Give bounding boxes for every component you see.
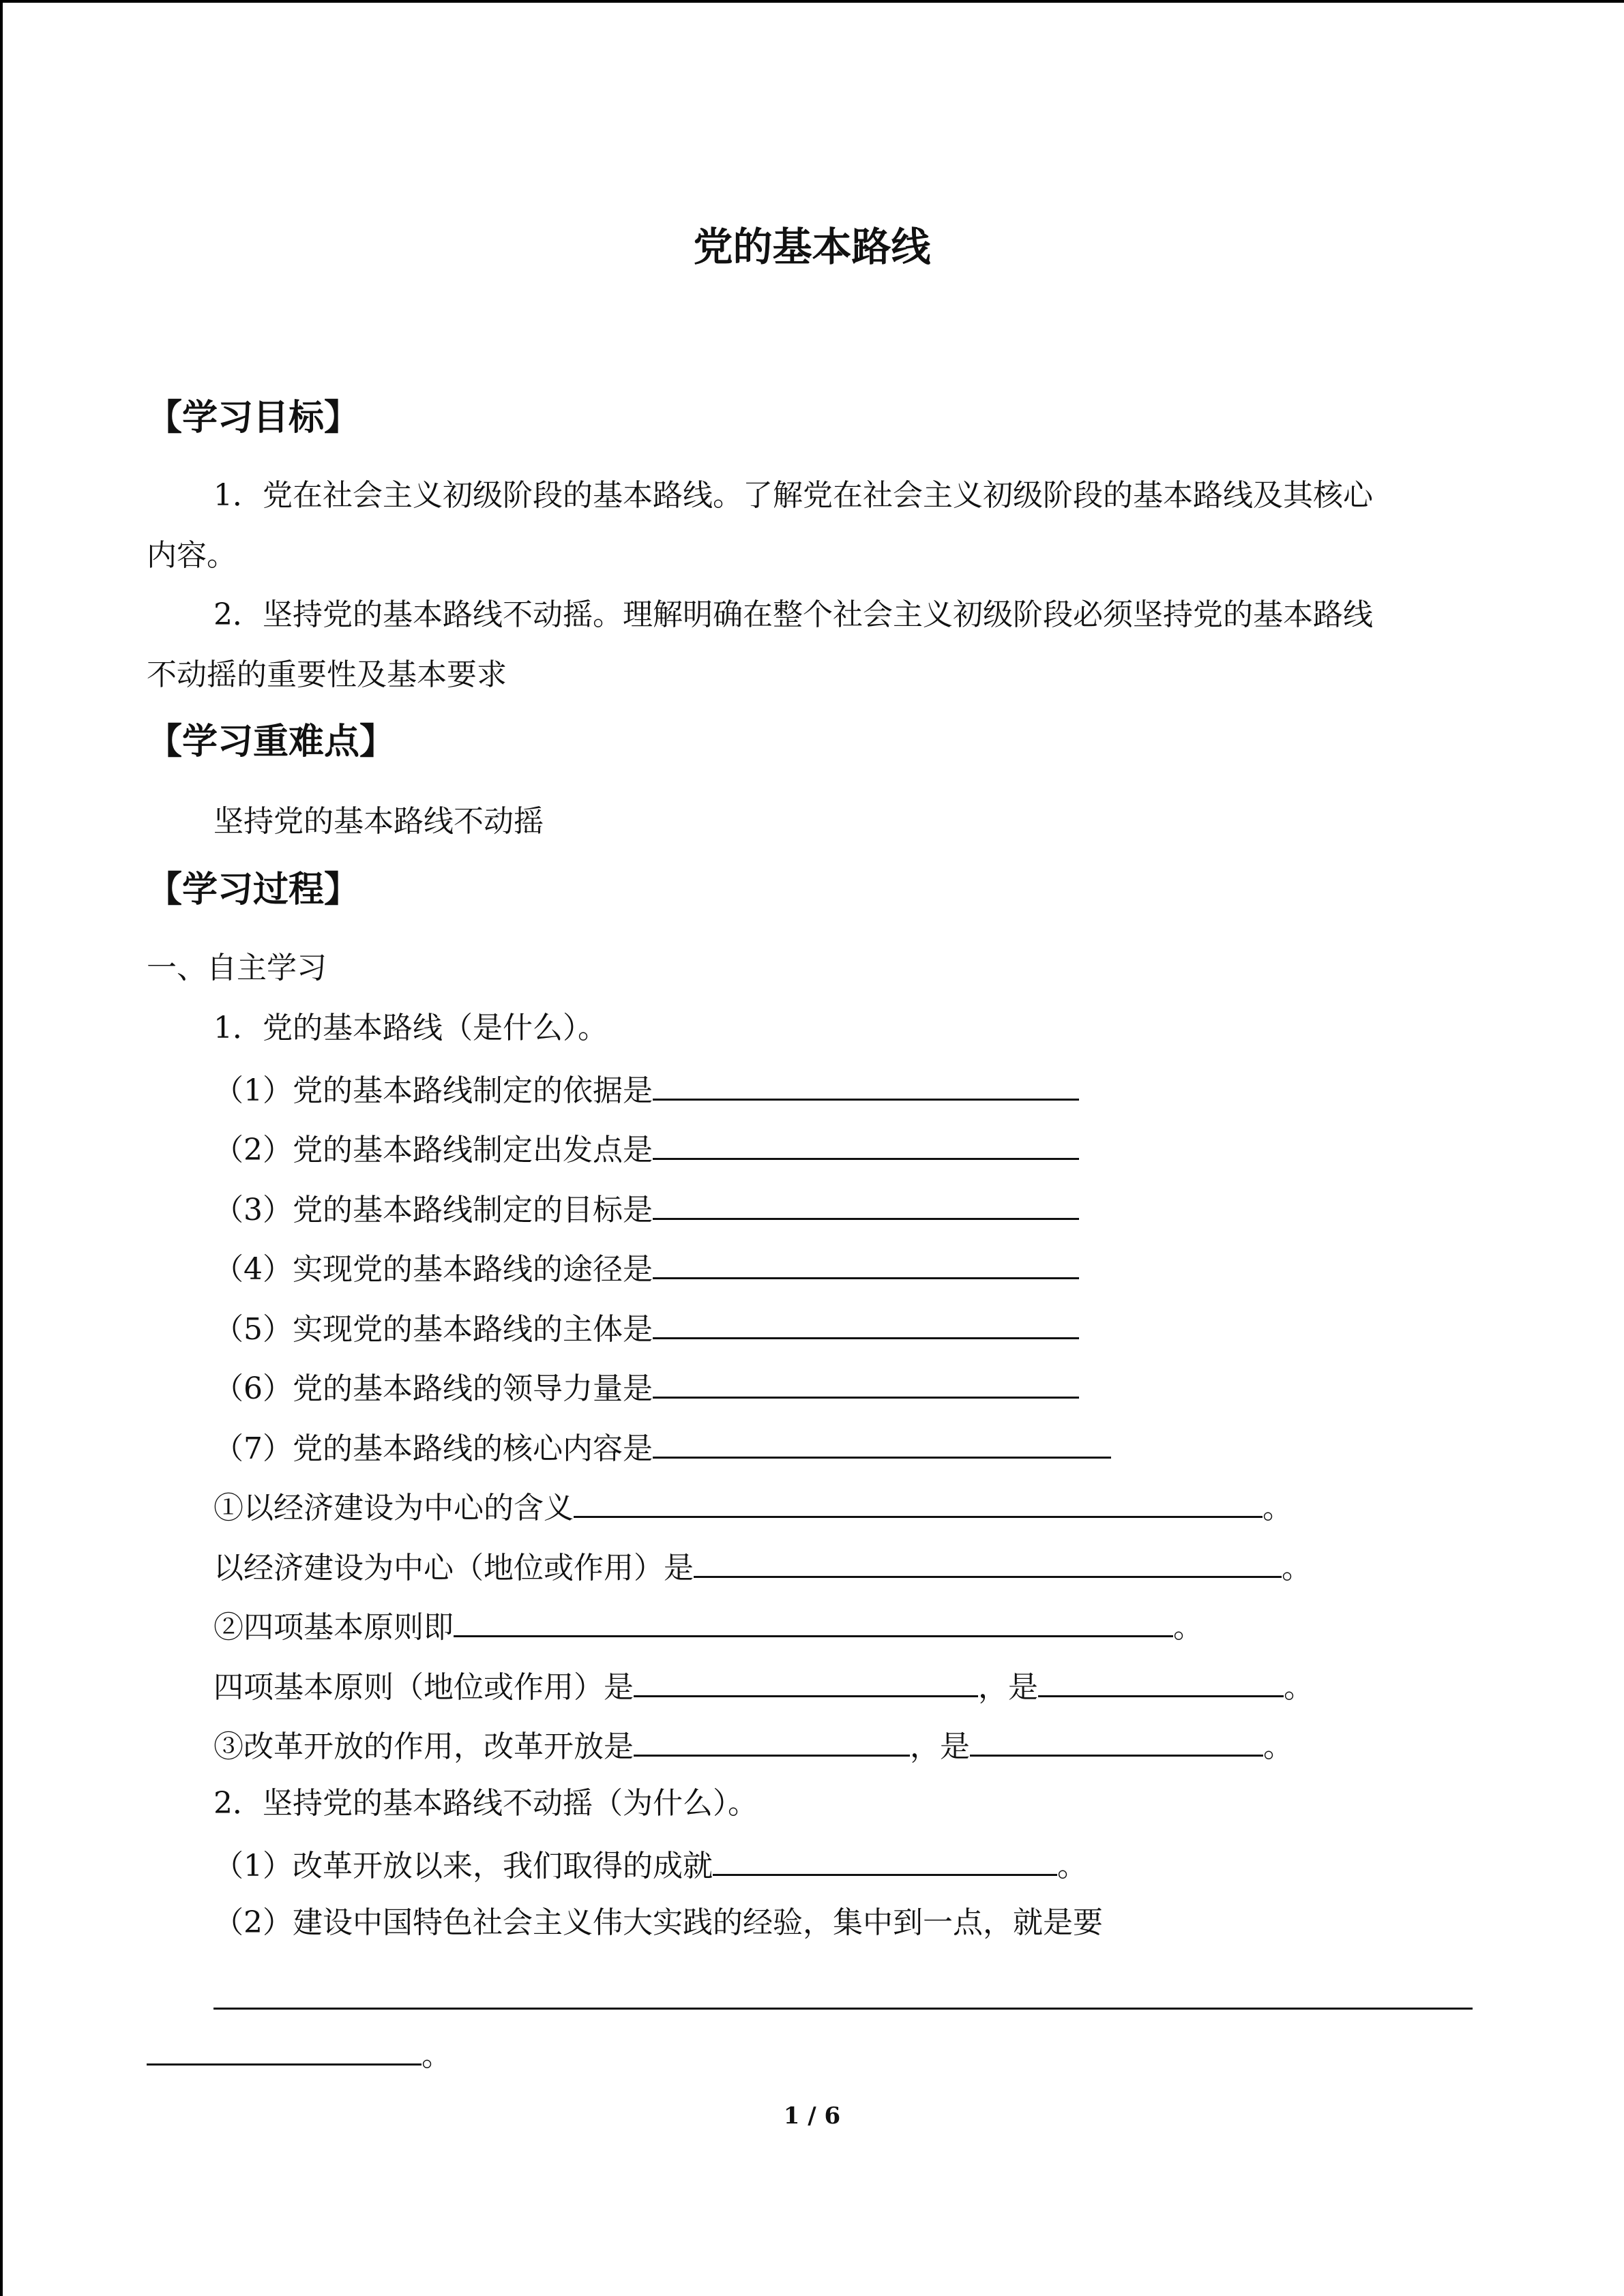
core-1-meaning-period: 。 xyxy=(1263,1491,1293,1525)
q1-item-6 xyxy=(213,1365,1079,1410)
core-3-reform-blank-1[interactable] xyxy=(634,1723,910,1757)
q2-item-2-blank-line-2[interactable] xyxy=(147,2032,422,2066)
q1-item-3 xyxy=(213,1187,1079,1231)
q1-item-4-blank[interactable] xyxy=(653,1246,1079,1279)
q1-item-7 xyxy=(213,1425,1111,1470)
core-1-status-blank[interactable] xyxy=(694,1545,1282,1578)
q1-item-1 xyxy=(213,1067,1079,1112)
page-border-left xyxy=(0,0,3,2296)
core-1-meaning xyxy=(213,1485,1293,1529)
q1-item-3-text: （3）党的基本路线制定的目标是 xyxy=(213,1193,653,1227)
core-1-meaning-blank[interactable] xyxy=(574,1485,1263,1518)
core-3-reform xyxy=(213,1723,1293,1768)
q1-item-2-blank[interactable] xyxy=(653,1127,1079,1160)
q2-item-2-blank-line-1[interactable] xyxy=(213,2008,1473,2010)
q2-item-1-period: 。 xyxy=(1057,1849,1087,1883)
page-border-top xyxy=(0,0,1624,3)
section-heading-key-points: 【学习重难点】 xyxy=(147,721,396,762)
core-2-principles-text: ②四项基本原则即 xyxy=(213,1610,454,1645)
q1-item-5 xyxy=(213,1306,1079,1350)
q2-item-1-blank[interactable] xyxy=(713,1843,1057,1876)
part-1-heading: 一、自主学习 xyxy=(147,951,327,985)
q1-item-6-text: （6）党的基本路线的领导力量是 xyxy=(213,1371,653,1406)
q2-item-1 xyxy=(213,1843,1087,1887)
question-2: 2．坚持党的基本路线不动摇（为什么）。 xyxy=(213,1786,758,1821)
key-point-text: 坚持党的基本路线不动摇 xyxy=(213,804,544,839)
core-2-status-blank-2[interactable] xyxy=(1038,1664,1284,1697)
q2-item-1-text: （1）改革开放以来，我们取得的成就 xyxy=(213,1849,713,1883)
core-1-status-period: 。 xyxy=(1282,1551,1312,1585)
core-2-status-blank-1[interactable] xyxy=(634,1664,978,1697)
core-3-reform-blank-2[interactable] xyxy=(970,1723,1263,1757)
q1-item-1-text: （1）党的基本路线制定的依据是 xyxy=(213,1073,653,1108)
q1-item-2-text: （2）党的基本路线制定出发点是 xyxy=(213,1133,653,1167)
document-title: 党的基本路线 xyxy=(693,224,931,270)
goal-2-line-2: 不动摇的重要性及基本要求 xyxy=(147,657,507,692)
goal-1-line-2: 内容。 xyxy=(147,538,237,573)
q2-item-2-period: 。 xyxy=(422,2038,452,2073)
page-number: 1 / 6 xyxy=(783,2102,841,2130)
q1-item-3-blank[interactable] xyxy=(653,1187,1079,1220)
goal-1-line-1: 1．党在社会主义初级阶段的基本路线。了解党在社会主义初级阶段的基本路线及其核心 xyxy=(213,478,1373,513)
core-2-status-period: 。 xyxy=(1284,1670,1314,1705)
core-1-meaning-text: ①以经济建设为中心的含义 xyxy=(213,1491,574,1525)
section-heading-process: 【学习过程】 xyxy=(147,869,360,910)
core-1-status-text: 以经济建设为中心（地位或作用）是 xyxy=(213,1551,694,1585)
core-2-principles xyxy=(213,1604,1203,1648)
q1-item-5-blank[interactable] xyxy=(653,1306,1079,1339)
q1-item-7-blank[interactable] xyxy=(653,1425,1111,1459)
q1-item-5-text: （5）实现党的基本路线的主体是 xyxy=(213,1312,653,1347)
q2-item-2-continuation xyxy=(147,2032,452,2076)
question-1: 1．党的基本路线（是什么）。 xyxy=(213,1011,608,1045)
goal-2-line-1: 2．坚持党的基本路线不动摇。理解明确在整个社会主义初级阶段必须坚持党的基本路线 xyxy=(213,597,1373,632)
core-3-reform-text: ③改革开放的作用，改革开放是 xyxy=(213,1729,634,1764)
section-heading-goals: 【学习目标】 xyxy=(147,398,360,438)
core-1-status xyxy=(213,1545,1312,1589)
core-2-status-comma: ，是 xyxy=(978,1670,1038,1705)
core-2-principles-blank[interactable] xyxy=(454,1604,1173,1637)
q2-item-2: （2）建设中国特色社会主义伟大实践的经验，集中到一点，就是要 xyxy=(213,1905,1103,1940)
q1-item-4-text: （4）实现党的基本路线的途径是 xyxy=(213,1252,653,1287)
core-3-reform-comma: ，是 xyxy=(910,1729,970,1764)
q1-item-1-blank[interactable] xyxy=(653,1067,1079,1101)
q1-item-2 xyxy=(213,1127,1079,1171)
core-2-status xyxy=(213,1664,1314,1708)
q1-item-7-text: （7）党的基本路线的核心内容是 xyxy=(213,1431,653,1466)
q1-item-4 xyxy=(213,1246,1079,1290)
core-2-principles-period: 。 xyxy=(1173,1610,1203,1645)
core-3-reform-period: 。 xyxy=(1263,1729,1293,1764)
core-2-status-text: 四项基本原则（地位或作用）是 xyxy=(213,1670,634,1705)
q1-item-6-blank[interactable] xyxy=(653,1365,1079,1399)
